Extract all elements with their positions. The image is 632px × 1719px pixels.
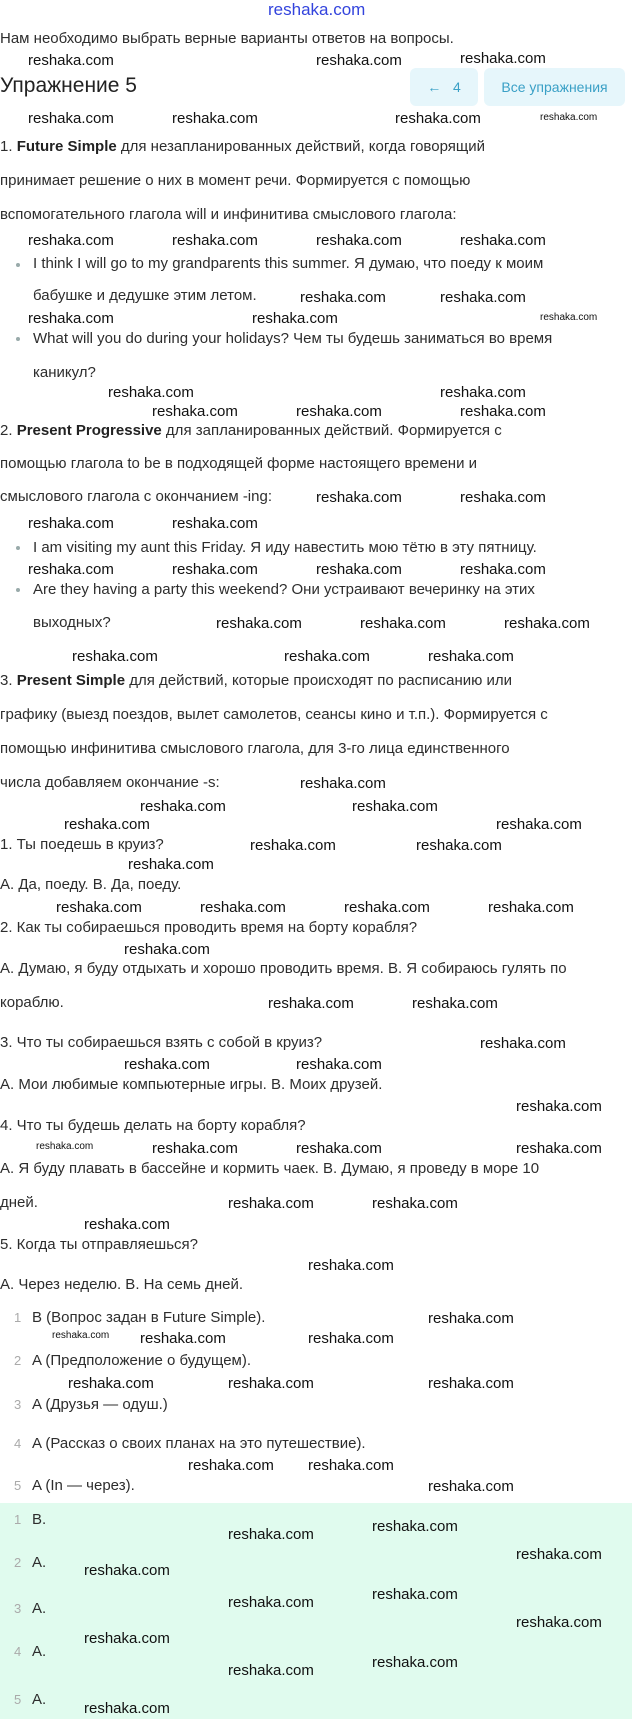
watermark: reshaka.com	[516, 1098, 602, 1115]
watermark: reshaka.com	[460, 561, 546, 578]
prev-exercise-label: 4	[452, 79, 461, 95]
watermark: reshaka.com	[540, 312, 598, 323]
term: Present Progressive	[16, 422, 162, 439]
watermark: reshaka.com	[516, 1140, 602, 1157]
answer-options: A. Через неделю. B. На семь дней.	[0, 1276, 244, 1293]
watermark: reshaka.com	[316, 232, 402, 249]
watermark: reshaka.com	[188, 1457, 274, 1474]
example: Are they having a party this weekend? Они устраивают вечеринку на этих выходных?	[33, 581, 535, 631]
watermark: reshaka.com	[152, 1140, 238, 1157]
watermark: reshaka.com	[316, 489, 402, 506]
watermark: reshaka.com	[140, 1330, 226, 1347]
theory-1: 1. Future Simple для незапланированных действий, когда говорящий принимает решение о них в момент речи. Формируется с помощью вспомогательного глагола will и инфинитива смыслового глагола:	[0, 130, 632, 232]
watermark: reshaka.com	[460, 232, 546, 249]
question: 4. Что ты будешь делать на борту корабля?	[0, 1117, 306, 1134]
watermark: reshaka.com	[108, 384, 194, 401]
term: Present Simple	[16, 672, 126, 689]
watermark: reshaka.com	[308, 1257, 394, 1274]
watermark: reshaka.com	[360, 615, 446, 632]
watermark: reshaka.com	[56, 899, 142, 916]
question: 3. Что ты собираешься взять с собой в круиз?	[0, 1034, 323, 1051]
watermark: reshaka.com	[172, 232, 258, 249]
text: для незапланированных действий, когда говорящий	[116, 138, 485, 155]
answer-options: A. Мои любимые компьютерные игры. B. Моих друзей.	[0, 1076, 383, 1093]
watermark: reshaka.com	[172, 561, 258, 578]
question: 1. Ты поедешь в круиз?	[0, 836, 164, 853]
watermark: reshaka.com	[216, 615, 302, 632]
term: Future Simple	[16, 138, 117, 155]
explanation-item: 2 A (Предположение о будущем).	[14, 1352, 252, 1369]
watermark: reshaka.com	[36, 1141, 94, 1152]
watermark: reshaka.com	[308, 1457, 394, 1474]
watermark: reshaka.com	[124, 1056, 210, 1073]
watermark: reshaka.com	[460, 403, 546, 420]
watermark: reshaka.com	[440, 289, 526, 306]
prev-exercise-button[interactable]	[410, 68, 478, 106]
watermark: reshaka.com	[228, 1375, 314, 1392]
watermark: reshaka.com	[296, 1140, 382, 1157]
text: для запланированных действий. Формируется с	[161, 422, 502, 439]
watermark: reshaka.com	[228, 1662, 314, 1679]
answer-item: 3 A.	[14, 1600, 47, 1617]
watermark: reshaka.com	[252, 310, 338, 327]
explanation-item: 1 B (Вопрос задан в Future Simple).	[14, 1309, 266, 1326]
example: I am visiting my aunt this Friday. Я иду навестить мою тётю в эту пятницу.	[33, 539, 537, 556]
watermark: reshaka.com	[172, 110, 258, 127]
bullet-icon	[16, 248, 24, 256]
watermark: reshaka.com	[428, 648, 514, 665]
watermark: reshaka.com	[300, 289, 386, 306]
watermark: reshaka.com	[68, 1375, 154, 1392]
question: 5. Когда ты отправляешься?	[0, 1236, 198, 1253]
watermark: reshaka.com	[172, 515, 258, 532]
watermark: reshaka.com	[84, 1630, 170, 1647]
watermark: reshaka.com	[200, 899, 286, 916]
watermark: reshaka.com	[460, 489, 546, 506]
watermark: reshaka.com	[504, 615, 590, 632]
watermark: reshaka.com	[372, 1518, 458, 1535]
arrow-left-icon: ←	[427, 79, 442, 95]
watermark: reshaka.com	[395, 110, 481, 127]
answer-item: 4 A.	[14, 1643, 47, 1660]
answer-options: A. Думаю, я буду отдыхать и хорошо проводить время. B. Я собираюсь гулять по кораблю.	[0, 960, 567, 1011]
watermark: reshaka.com	[250, 837, 336, 854]
answer-item: 1 B.	[14, 1511, 47, 1528]
intro-text: Нам необходимо выбрать верные варианты ответов на вопросы.	[0, 30, 454, 47]
bullet-icon	[16, 322, 24, 330]
watermark: reshaka.com	[84, 1216, 170, 1233]
text: вспомогательного глагола will и инфинитива смыслового глагола:	[0, 206, 457, 223]
explanation-item: 5 A (In — через).	[14, 1477, 135, 1494]
watermark: reshaka.com	[268, 995, 354, 1012]
answer-options: A. Я буду плавать в бассейне и кормить чаек. B. Думаю, я проведу в море 10 дней.	[0, 1160, 540, 1211]
watermark: reshaka.com	[152, 403, 238, 420]
watermark: reshaka.com	[284, 648, 370, 665]
watermark: reshaka.com	[300, 775, 386, 792]
explanation-item: 4 A (Рассказ о своих планах на это путешествие).	[14, 1435, 366, 1452]
watermark: reshaka.com	[84, 1700, 170, 1717]
watermark: reshaka.com	[28, 561, 114, 578]
watermark: reshaka.com	[316, 52, 402, 69]
question: 2. Как ты собираешься проводить время на борту корабля?	[0, 919, 418, 936]
watermark: reshaka.com	[28, 310, 114, 327]
watermark: reshaka.com	[28, 515, 114, 532]
answer-item: 2 A.	[14, 1554, 47, 1571]
example: What will you do during your holidays? Чем ты будешь заниматься во время каникул?	[33, 330, 553, 381]
watermark: reshaka.com	[344, 899, 430, 916]
watermark: reshaka.com	[140, 798, 226, 815]
watermark: reshaka.com	[488, 899, 574, 916]
all-exercises-button[interactable]: Все упражнения	[484, 68, 625, 106]
watermark: reshaka.com	[412, 995, 498, 1012]
watermark: reshaka.com	[228, 1594, 314, 1611]
watermark: reshaka.com	[64, 816, 150, 833]
page-title: Упражнение 5	[0, 74, 137, 97]
watermark: reshaka.com	[72, 648, 158, 665]
watermark: reshaka.com	[28, 52, 114, 69]
answer-options: A. Да, поеду. B. Да, поеду.	[0, 876, 182, 893]
bullet-icon	[16, 573, 24, 581]
text: смыслового глагола с окончанием -ing:	[0, 488, 272, 505]
theory-3: 3. Present Simple для действий, которые происходят по расписанию или графику (выезд поездов, вылет самолетов, сеансы кино и т.п.). Формируется с помощью инфинитива смыслового глагола, для 3-го лица единственного числа добавляем окончание -s:	[0, 664, 632, 800]
watermark: reshaka.com	[372, 1586, 458, 1603]
text: графику (выезд поездов, вылет самолетов, сеансы кино и т.п.). Формируется с	[0, 706, 548, 723]
watermark: reshaka.com	[516, 1614, 602, 1631]
explanation-item: 3 A (Друзья — одуш.)	[14, 1396, 168, 1413]
watermark: reshaka.com	[128, 856, 214, 873]
watermark: reshaka.com	[124, 941, 210, 958]
text: для действий, которые происходят по расписанию или	[125, 672, 513, 689]
watermark: reshaka.com	[28, 110, 114, 127]
watermark: reshaka.com	[496, 816, 582, 833]
example: I think I will go to my grandparents this summer. Я думаю, что поеду к моим бабушке и дедушке этим летом.	[33, 255, 544, 304]
watermark: reshaka.com	[352, 798, 438, 815]
answer-item: 5 A.	[14, 1691, 47, 1708]
watermark: reshaka.com	[460, 50, 546, 67]
watermark: reshaka.com	[428, 1478, 514, 1495]
watermark: reshaka.com	[268, 0, 366, 19]
text: помощью инфинитива смыслового глагола, для 3-го лица единственного	[0, 740, 510, 757]
watermark: reshaka.com	[296, 403, 382, 420]
watermark: reshaka.com	[540, 112, 598, 123]
watermark: reshaka.com	[428, 1310, 514, 1327]
watermark: reshaka.com	[84, 1562, 170, 1579]
watermark: reshaka.com	[228, 1526, 314, 1543]
text: числа добавляем окончание -s:	[0, 774, 220, 791]
watermark: reshaka.com	[480, 1035, 566, 1052]
text: помощью глагола to be в подходящей форме настоящего времени и	[0, 455, 478, 472]
watermark: reshaka.com	[516, 1546, 602, 1563]
watermark: reshaka.com	[308, 1330, 394, 1347]
watermark: reshaka.com	[296, 1056, 382, 1073]
watermark: reshaka.com	[372, 1654, 458, 1671]
theory-2: 2. Present Progressive для запланированных действий. Формируется с помощью глагола to be в подходящей форме настоящего времени и смыслового глагола с окончанием -ing:	[0, 414, 632, 513]
text: принимает решение о них в момент речи. Формируется с помощью	[0, 172, 471, 189]
watermark: reshaka.com	[440, 384, 526, 401]
watermark: reshaka.com	[372, 1195, 458, 1212]
watermark: reshaka.com	[228, 1195, 314, 1212]
watermark: reshaka.com	[416, 837, 502, 854]
bullet-icon	[16, 531, 24, 539]
answers-panel	[0, 1503, 632, 1719]
watermark: reshaka.com	[28, 232, 114, 249]
watermark: reshaka.com	[316, 561, 402, 578]
watermark: reshaka.com	[428, 1375, 514, 1392]
watermark: reshaka.com	[52, 1330, 110, 1341]
